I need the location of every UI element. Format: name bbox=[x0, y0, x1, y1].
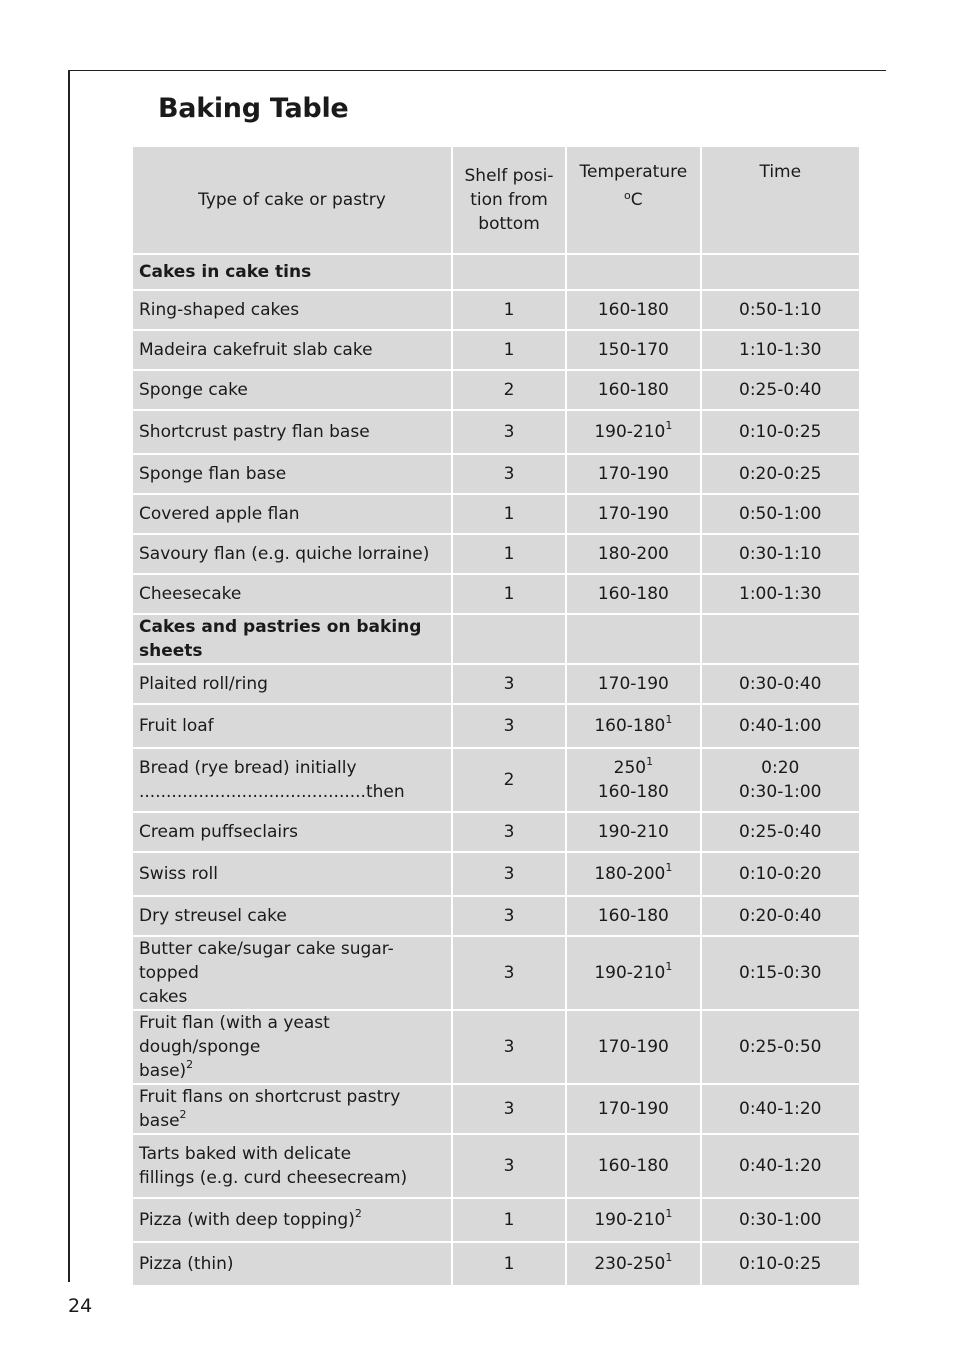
cell-time-text: 0:10-0:25 bbox=[739, 1254, 822, 1274]
cell-time bbox=[702, 813, 859, 851]
header-time: Time bbox=[702, 147, 859, 253]
table-row bbox=[133, 411, 859, 453]
table-row bbox=[133, 455, 859, 493]
header-type: Type of cake or pastry bbox=[133, 147, 451, 253]
cell-shelf: 3 bbox=[453, 1085, 565, 1133]
table-header-row bbox=[133, 147, 859, 253]
cell-temperature-text: 160-180 bbox=[597, 584, 669, 604]
cell-time bbox=[702, 455, 859, 493]
cell-temperature bbox=[567, 813, 699, 851]
cell-shelf: 1 bbox=[453, 1243, 565, 1285]
cell-type bbox=[133, 411, 451, 453]
table-row bbox=[133, 1085, 859, 1133]
cell-time-text: 0:25-0:40 bbox=[739, 822, 822, 842]
cell-time-text: 0:25-0:50 bbox=[739, 1037, 822, 1057]
cell-temperature bbox=[567, 455, 699, 493]
cell-time bbox=[702, 1085, 859, 1133]
cell-type bbox=[133, 853, 451, 895]
empty-cell bbox=[567, 255, 699, 289]
table-row bbox=[133, 371, 859, 409]
cell-temperature bbox=[567, 575, 699, 613]
cell-temperature bbox=[567, 705, 699, 747]
cell-temperature-text: 160-180 bbox=[597, 380, 669, 400]
baking-table bbox=[131, 145, 861, 1287]
cell-shelf: 1 bbox=[453, 535, 565, 573]
cell-type-text: Swiss roll bbox=[139, 864, 218, 884]
cell-temperature-text: 190-210 bbox=[597, 822, 669, 842]
cell-time-text: 0:30-1:10 bbox=[739, 544, 822, 564]
cell-shelf: 1 bbox=[453, 331, 565, 369]
cell-type bbox=[133, 1011, 451, 1083]
header-temperature-label: Temperature bbox=[579, 162, 688, 182]
table-row bbox=[133, 853, 859, 895]
cell-temperature-text: 190-210 bbox=[594, 422, 666, 442]
cell-time bbox=[702, 1243, 859, 1285]
cell-type bbox=[133, 455, 451, 493]
cell-time bbox=[702, 331, 859, 369]
cell-type-text: Pizza (thin) bbox=[139, 1254, 234, 1274]
cell-time-text: 0:40-1:20 bbox=[739, 1156, 822, 1176]
cell-type-text: Bread (rye bread) initially bbox=[139, 758, 357, 778]
cell-temperature bbox=[567, 495, 699, 533]
cell-time-text-line2: 0:30-1:00 bbox=[739, 782, 822, 802]
left-rule bbox=[68, 70, 70, 1282]
footnote-marker: 1 bbox=[665, 1207, 673, 1221]
cell-time bbox=[702, 575, 859, 613]
top-rule bbox=[68, 70, 886, 71]
cell-type-text-line2: ..........................................then bbox=[139, 782, 405, 802]
cell-time bbox=[702, 495, 859, 533]
cell-type bbox=[133, 813, 451, 851]
cell-temperature-text: 170-190 bbox=[597, 504, 669, 524]
cell-temperature-text: 160-180 bbox=[597, 300, 669, 320]
cell-time-text: 0:30-0:40 bbox=[739, 674, 822, 694]
header-shelf-line2: tion from bbox=[470, 190, 548, 210]
table-row bbox=[133, 495, 859, 533]
cell-shelf: 3 bbox=[453, 455, 565, 493]
cell-temperature bbox=[567, 371, 699, 409]
cell-type-text: Ring-shaped cakes bbox=[139, 300, 300, 320]
header-temperature bbox=[567, 147, 699, 253]
footnote-marker: 2 bbox=[354, 1207, 362, 1221]
cell-time bbox=[702, 1011, 859, 1083]
cell-time bbox=[702, 665, 859, 703]
cell-shelf: 3 bbox=[453, 705, 565, 747]
cell-temperature-text: 190-210 bbox=[594, 1210, 666, 1230]
cell-type-text: Savoury flan (e.g. quiche lorraine) bbox=[139, 544, 430, 564]
table-row bbox=[133, 575, 859, 613]
cell-type bbox=[133, 705, 451, 747]
empty-cell bbox=[453, 255, 565, 289]
cell-temperature-text: 160-180 bbox=[597, 1156, 669, 1176]
cell-time-text: 1:10-1:30 bbox=[739, 340, 822, 360]
cell-type bbox=[133, 1135, 451, 1197]
footnote-marker: 1 bbox=[646, 755, 654, 769]
cell-temperature bbox=[567, 535, 699, 573]
cell-shelf: 3 bbox=[453, 411, 565, 453]
cell-temperature-text: 180-200 bbox=[597, 544, 669, 564]
cell-time-text: 0:20-0:40 bbox=[739, 906, 822, 926]
cell-type-text: Pizza (with deep topping) bbox=[139, 1210, 355, 1230]
cell-time-text: 0:30-1:00 bbox=[739, 1210, 822, 1230]
cell-time bbox=[702, 749, 859, 811]
cell-temperature-text: 160-180 bbox=[597, 906, 669, 926]
cell-type bbox=[133, 371, 451, 409]
cell-type-text: Sponge cake bbox=[139, 380, 248, 400]
cell-time-text: 0:15-0:30 bbox=[739, 963, 822, 983]
cell-time bbox=[702, 1199, 859, 1241]
cell-temperature-text: 170-190 bbox=[597, 464, 669, 484]
cell-type-text: Cheesecake bbox=[139, 584, 242, 604]
cell-type-text: Covered apple flan bbox=[139, 504, 300, 524]
cell-temperature bbox=[567, 1135, 699, 1197]
table-row bbox=[133, 705, 859, 747]
cell-shelf: 3 bbox=[453, 1135, 565, 1197]
cell-type-text-line2: cakes bbox=[139, 987, 188, 1007]
cell-temperature bbox=[567, 665, 699, 703]
cell-type-text: Fruit flans on shortcrust pastry base bbox=[139, 1087, 401, 1131]
cell-type bbox=[133, 575, 451, 613]
cell-type bbox=[133, 331, 451, 369]
cell-shelf: 3 bbox=[453, 897, 565, 935]
cell-time-text: 0:20 bbox=[761, 758, 800, 778]
cell-type bbox=[133, 291, 451, 329]
cell-shelf: 1 bbox=[453, 1199, 565, 1241]
cell-type-text: Dry streusel cake bbox=[139, 906, 287, 926]
section-title: Cakes in cake tins bbox=[133, 255, 451, 289]
cell-type bbox=[133, 1243, 451, 1285]
cell-shelf: 2 bbox=[453, 749, 565, 811]
cell-type-text: Fruit loaf bbox=[139, 716, 214, 736]
cell-shelf: 3 bbox=[453, 1011, 565, 1083]
cell-temperature-text: 170-190 bbox=[597, 674, 669, 694]
cell-temperature-text: 170-190 bbox=[597, 1099, 669, 1119]
cell-type-text: Butter cake/sugar cake sugar-topped bbox=[139, 939, 394, 983]
cell-time bbox=[702, 291, 859, 329]
footnote-marker: 1 bbox=[665, 713, 673, 727]
table-row bbox=[133, 331, 859, 369]
cell-temperature bbox=[567, 897, 699, 935]
table-row bbox=[133, 665, 859, 703]
cell-temperature bbox=[567, 937, 699, 1009]
cell-type bbox=[133, 665, 451, 703]
cell-temperature-text: 230-250 bbox=[594, 1254, 666, 1274]
cell-time bbox=[702, 1135, 859, 1197]
footnote-marker: 1 bbox=[665, 419, 673, 433]
cell-time bbox=[702, 411, 859, 453]
cell-time-text: 0:50-1:10 bbox=[739, 300, 822, 320]
cell-temperature bbox=[567, 331, 699, 369]
cell-time-text: 1:00-1:30 bbox=[739, 584, 822, 604]
table-row bbox=[133, 291, 859, 329]
table-row bbox=[133, 937, 859, 1009]
header-shelf-line1: Shelf posi- bbox=[464, 166, 554, 186]
table-row bbox=[133, 1199, 859, 1241]
footnote-marker: 1 bbox=[665, 861, 673, 875]
cell-shelf: 1 bbox=[453, 575, 565, 613]
cell-time bbox=[702, 535, 859, 573]
section-title: Cakes and pastries on baking sheets bbox=[133, 615, 451, 663]
cell-time-text: 0:40-1:20 bbox=[739, 1099, 822, 1119]
cell-temperature-text: 150-170 bbox=[597, 340, 669, 360]
section-header-row bbox=[133, 255, 859, 289]
cell-temperature bbox=[567, 1243, 699, 1285]
cell-type bbox=[133, 535, 451, 573]
cell-type-text: Cream puffseclairs bbox=[139, 822, 298, 842]
cell-shelf: 3 bbox=[453, 853, 565, 895]
empty-cell bbox=[702, 255, 859, 289]
cell-temperature-text: 170-190 bbox=[597, 1037, 669, 1057]
footnote-marker: 2 bbox=[179, 1108, 187, 1122]
cell-temperature bbox=[567, 1085, 699, 1133]
cell-shelf: 3 bbox=[453, 813, 565, 851]
cell-type-text: Shortcrust pastry flan base bbox=[139, 422, 370, 442]
cell-temperature bbox=[567, 291, 699, 329]
cell-temperature bbox=[567, 1199, 699, 1241]
cell-shelf: 2 bbox=[453, 371, 565, 409]
cell-type-text-line2: base) bbox=[139, 1061, 187, 1081]
cell-type-text: Sponge flan base bbox=[139, 464, 287, 484]
table-row bbox=[133, 813, 859, 851]
page-number: 24 bbox=[68, 1295, 93, 1317]
cell-temperature-text: 190-210 bbox=[594, 963, 666, 983]
cell-type bbox=[133, 1085, 451, 1133]
footnote-marker: 1 bbox=[665, 960, 673, 974]
cell-type bbox=[133, 937, 451, 1009]
cell-type-text-line2: fillings (e.g. curd cheesecream) bbox=[139, 1168, 408, 1188]
cell-time-text: 0:10-0:25 bbox=[739, 422, 822, 442]
cell-time-text: 0:25-0:40 bbox=[739, 380, 822, 400]
cell-temperature bbox=[567, 1011, 699, 1083]
cell-time bbox=[702, 853, 859, 895]
empty-cell bbox=[702, 615, 859, 663]
cell-type-text: Madeira cakefruit slab cake bbox=[139, 340, 373, 360]
table-row bbox=[133, 1011, 859, 1083]
cell-time-text: 0:20-0:25 bbox=[739, 464, 822, 484]
cell-shelf: 3 bbox=[453, 937, 565, 1009]
section-header-row bbox=[133, 615, 859, 663]
cell-time-text: 0:10-0:20 bbox=[739, 864, 822, 884]
cell-temperature-text: 160-180 bbox=[594, 716, 666, 736]
table-row bbox=[133, 535, 859, 573]
cell-type bbox=[133, 1199, 451, 1241]
cell-temperature-text-line2: 160-180 bbox=[597, 782, 669, 802]
header-shelf-line3: bottom bbox=[478, 214, 540, 234]
page-title: Baking Table bbox=[158, 93, 349, 124]
cell-temperature-text: 250 bbox=[613, 758, 647, 778]
cell-type bbox=[133, 749, 451, 811]
cell-type bbox=[133, 495, 451, 533]
empty-cell bbox=[453, 615, 565, 663]
footnote-marker: 1 bbox=[665, 1251, 673, 1265]
table-row bbox=[133, 897, 859, 935]
cell-temperature-text: 180-200 bbox=[594, 864, 666, 884]
table-body bbox=[133, 255, 859, 1285]
cell-temperature bbox=[567, 853, 699, 895]
cell-time bbox=[702, 371, 859, 409]
cell-temperature bbox=[567, 749, 699, 811]
cell-time bbox=[702, 897, 859, 935]
table-row bbox=[133, 1135, 859, 1197]
cell-time-text: 0:40-1:00 bbox=[739, 716, 822, 736]
cell-shelf: 3 bbox=[453, 665, 565, 703]
table-row bbox=[133, 749, 859, 811]
cell-type-text: Tarts baked with delicate bbox=[139, 1144, 352, 1164]
header-temperature-unit: $^o$C bbox=[624, 189, 643, 210]
cell-time-text: 0:50-1:00 bbox=[739, 504, 822, 524]
table-row bbox=[133, 1243, 859, 1285]
cell-type-text: Plaited roll/ring bbox=[139, 674, 268, 694]
cell-shelf: 1 bbox=[453, 495, 565, 533]
cell-temperature bbox=[567, 411, 699, 453]
cell-time bbox=[702, 937, 859, 1009]
cell-type bbox=[133, 897, 451, 935]
empty-cell bbox=[567, 615, 699, 663]
cell-type-text: Fruit flan (with a yeast dough/sponge bbox=[139, 1013, 330, 1057]
footnote-marker: 2 bbox=[186, 1058, 194, 1072]
header-shelf bbox=[453, 147, 565, 253]
cell-shelf: 1 bbox=[453, 291, 565, 329]
cell-time bbox=[702, 705, 859, 747]
